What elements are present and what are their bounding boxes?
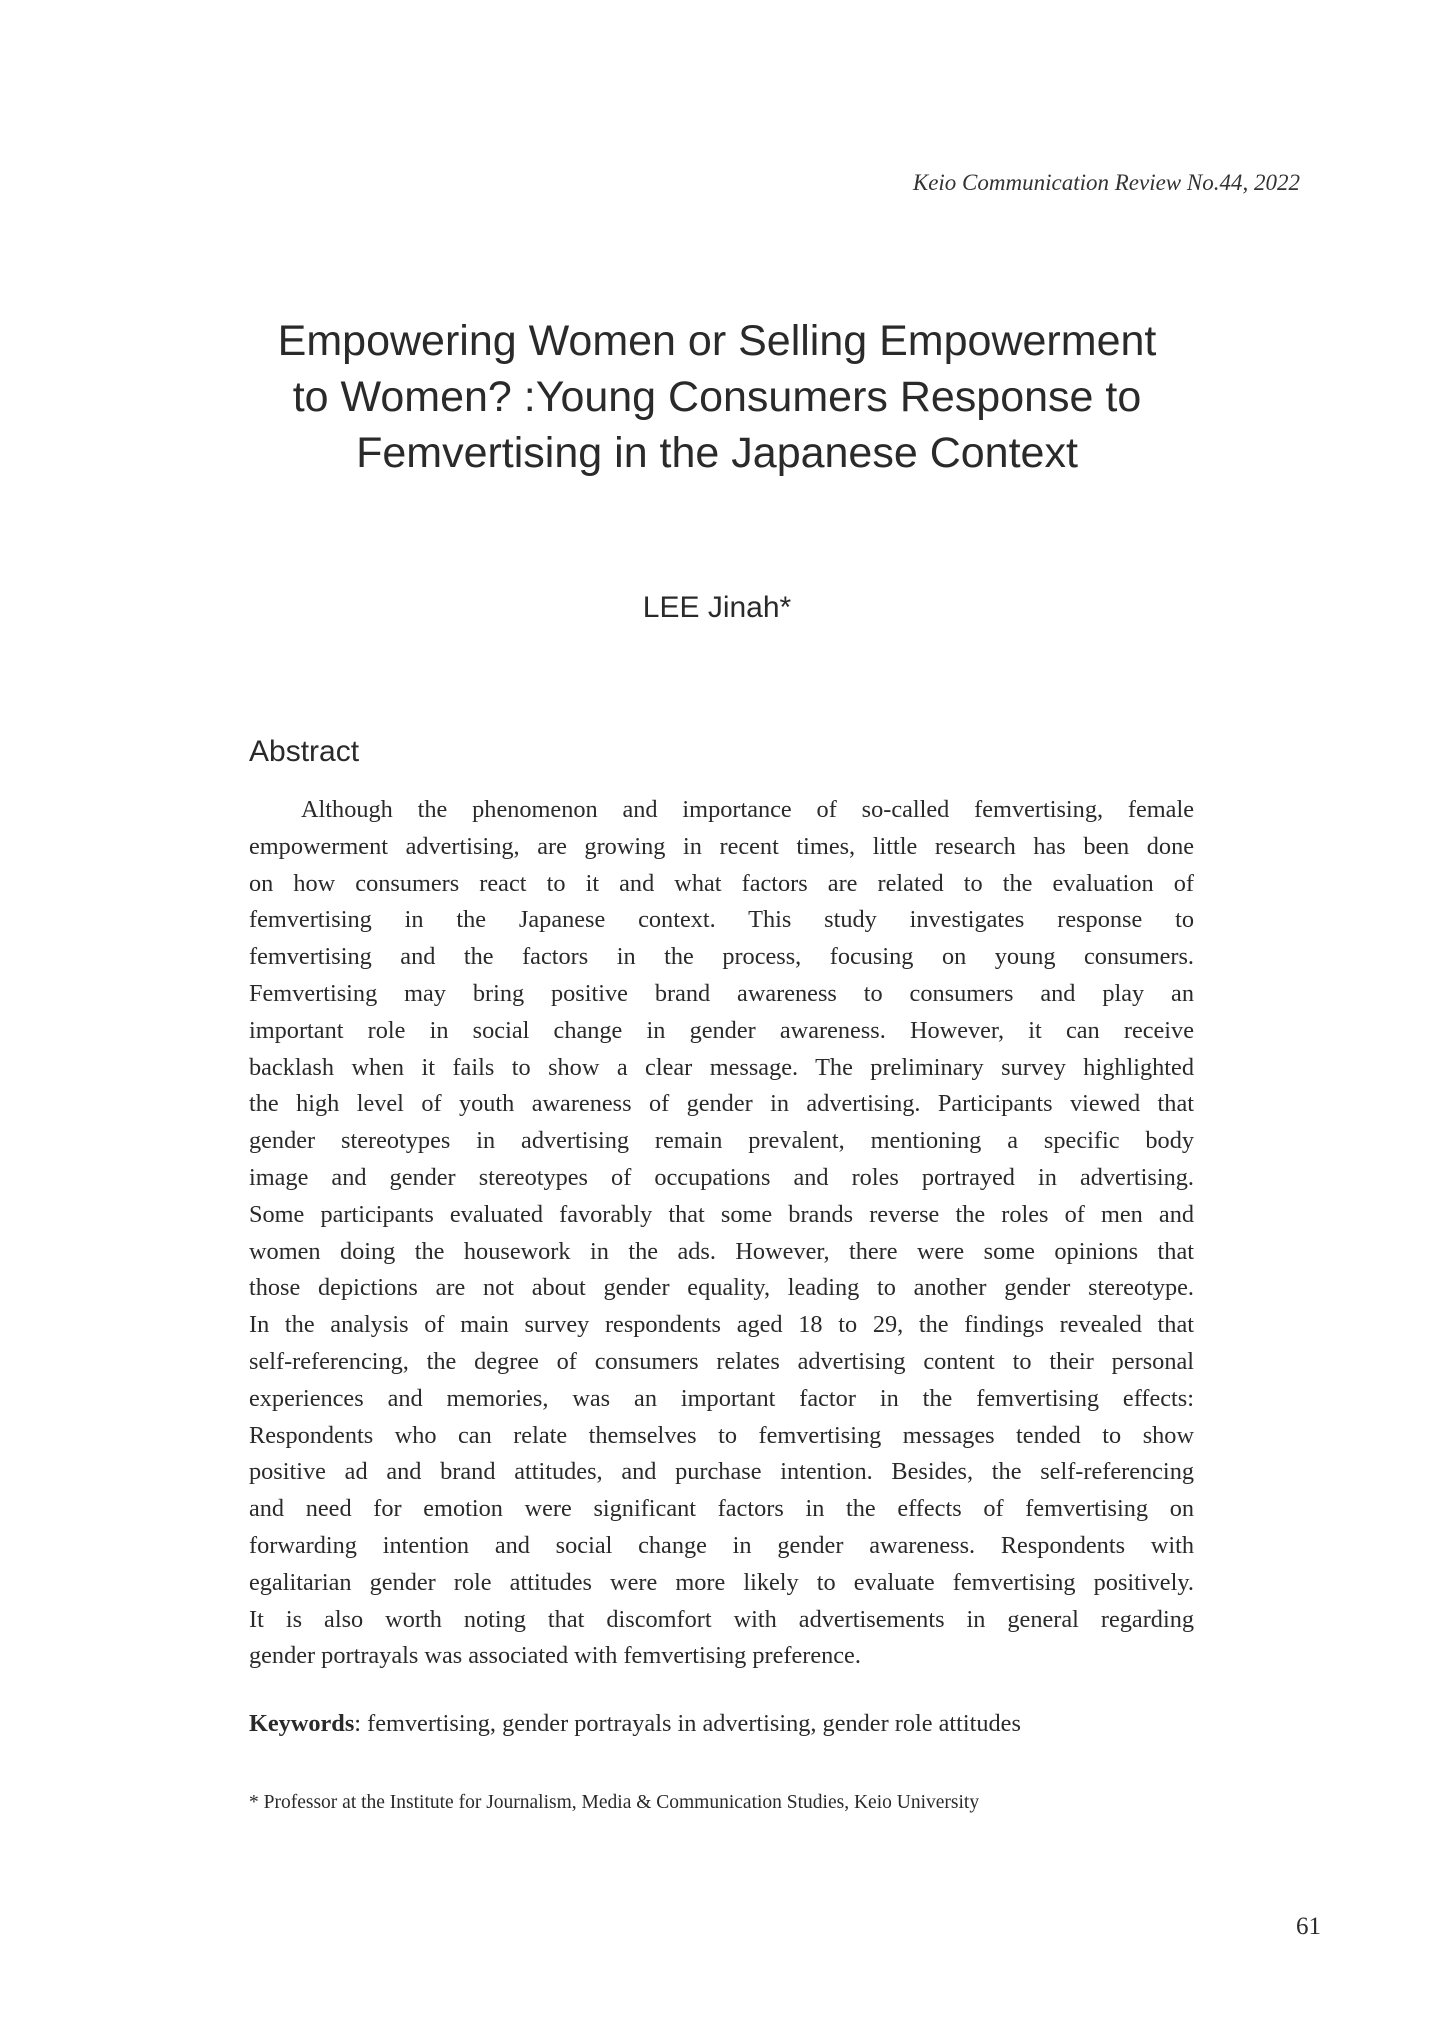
paper-title bbox=[200, 313, 1234, 481]
keywords-text: femvertising, gender portrayals in advertising, gender role attitudes bbox=[361, 1710, 1021, 1737]
abstract-line: empowerment advertising, are growing in recent times, little research has been done bbox=[249, 832, 1194, 860]
abstract-line: women doing the housework in the ads. However, there were some opinions that bbox=[249, 1237, 1194, 1265]
title-line: Femvertising in the Japanese Context bbox=[356, 429, 1078, 477]
abstract-body bbox=[249, 792, 1194, 1675]
abstract-line: egalitarian gender role attitudes were more likely to evaluate femvertising positively. bbox=[249, 1568, 1194, 1596]
abstract-line: femvertising in the Japanese context. This study investigates response to bbox=[249, 906, 1194, 934]
abstract-line: Respondents who can relate themselves to femvertising messages tended to show bbox=[249, 1421, 1194, 1449]
abstract-line: and need for emotion were significant factors in the effects of femvertising on bbox=[249, 1495, 1194, 1523]
abstract-line: experiences and memories, was an important factor in the femvertising effects: bbox=[249, 1384, 1194, 1412]
abstract-line: image and gender stereotypes of occupations and roles portrayed in advertising. bbox=[249, 1163, 1194, 1191]
abstract-line: Femvertising may bring positive brand awareness to consumers and play an bbox=[249, 979, 1194, 1007]
abstract-line: self-referencing, the degree of consumers relates advertising content to their personal bbox=[249, 1347, 1194, 1375]
abstract-line: Although the phenomenon and importance of so-called femvertising, female bbox=[301, 796, 1194, 823]
abstract-line: femvertising and the factors in the process, focusing on young consumers. bbox=[249, 943, 1194, 971]
abstract-heading: Abstract bbox=[249, 735, 360, 768]
abstract-line: gender stereotypes in advertising remain prevalent, mentioning a specific body bbox=[249, 1127, 1194, 1155]
journal-header: Keio Communication Review No.44, 2022 bbox=[912, 170, 1300, 195]
title-line: Empowering Women or Selling Empowerment bbox=[277, 317, 1157, 365]
abstract-line: on how consumers react to it and what factors are related to the evaluation of bbox=[249, 869, 1194, 897]
keywords-label: Keywords bbox=[249, 1710, 355, 1737]
abstract-line: It is also worth noting that discomfort with advertisements in general regarding bbox=[249, 1605, 1194, 1633]
abstract-line: In the analysis of main survey respondents aged 18 to 29, the findings revealed that bbox=[249, 1311, 1194, 1339]
abstract-line: positive ad and brand attitudes, and purchase intention. Besides, the self-referencing bbox=[249, 1458, 1194, 1486]
abstract-line: those depictions are not about gender equality, leading to another gender stereotype. bbox=[249, 1274, 1194, 1302]
abstract-line: the high level of youth awareness of gender in advertising. Participants viewed that bbox=[249, 1090, 1194, 1118]
keywords-separator: : bbox=[354, 1710, 362, 1737]
abstract-line: Some participants evaluated favorably that some brands reverse the roles of men and bbox=[249, 1200, 1194, 1228]
author-name: LEE Jinah* bbox=[642, 591, 792, 624]
author-footnote: * Professor at the Institute for Journalism, Media & Communication Studies, Keio University bbox=[249, 1792, 980, 1813]
abstract-line: forwarding intention and social change in gender awareness. Respondents with bbox=[249, 1531, 1194, 1559]
keywords bbox=[249, 1710, 1021, 1738]
title-line: to Women? :Young Consumers Response to bbox=[292, 373, 1142, 421]
abstract-line: gender portrayals was associated with femvertising preference. bbox=[249, 1642, 861, 1670]
page-number: 61 bbox=[1296, 1913, 1321, 1940]
abstract-line: backlash when it fails to show a clear message. The preliminary survey highlighted bbox=[249, 1053, 1194, 1081]
abstract-line: important role in social change in gender awareness. However, it can receive bbox=[249, 1016, 1194, 1044]
